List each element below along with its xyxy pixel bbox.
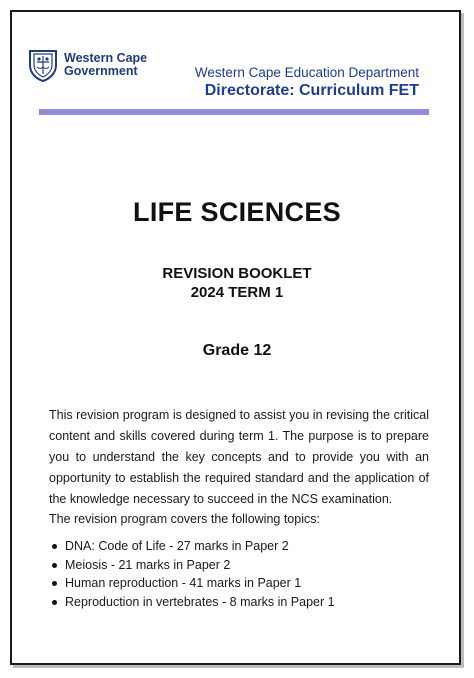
government-logo	[26, 48, 147, 82]
coat-of-arms-icon	[26, 48, 60, 82]
subtitle-line-1: REVISION BOOKLET	[162, 265, 312, 282]
topic-label: DNA: Code of Life - 27 marks in Paper 2	[65, 539, 289, 553]
directorate-name: Directorate: Curriculum FET	[204, 82, 419, 99]
intro-paragraph: This revision program is designed to assist you in revising the critical content and skills covered during term 1. The purpose is to prepare you to understand the key concepts and to provide you with an opportunity to establish the required standard and the application of the knowledge necessary to succeed in the NCS examination.	[49, 408, 429, 506]
list-item	[49, 574, 335, 593]
bullet-icon	[52, 600, 57, 605]
logo-text	[64, 52, 147, 78]
topic-label: Human reproduction - 41 marks in Paper 1	[65, 576, 302, 590]
bullet-icon	[52, 581, 57, 586]
bullet-icon	[52, 563, 57, 568]
logo-line-2: Government	[64, 64, 138, 78]
list-item	[49, 556, 335, 575]
bullet-icon	[52, 544, 57, 549]
list-item	[49, 593, 335, 612]
topic-label: Reproduction in vertebrates - 8 marks in Paper 1	[65, 594, 335, 609]
topics-list	[49, 537, 335, 611]
topics-intro: The revision program covers the following topics:	[49, 512, 320, 526]
list-item	[49, 537, 335, 556]
department-block	[195, 65, 419, 100]
topic-label: Meiosis - 21 marks in Paper 2	[65, 557, 231, 572]
logo-line-1: Western Cape	[64, 51, 148, 65]
page-title: LIFE SCIENCES	[133, 197, 341, 227]
department-name: Western Cape Education Department	[194, 65, 419, 80]
grade-label: Grade 12	[202, 342, 272, 359]
header-divider	[39, 109, 429, 115]
subtitle-line-2: 2024 TERM 1	[190, 284, 284, 301]
